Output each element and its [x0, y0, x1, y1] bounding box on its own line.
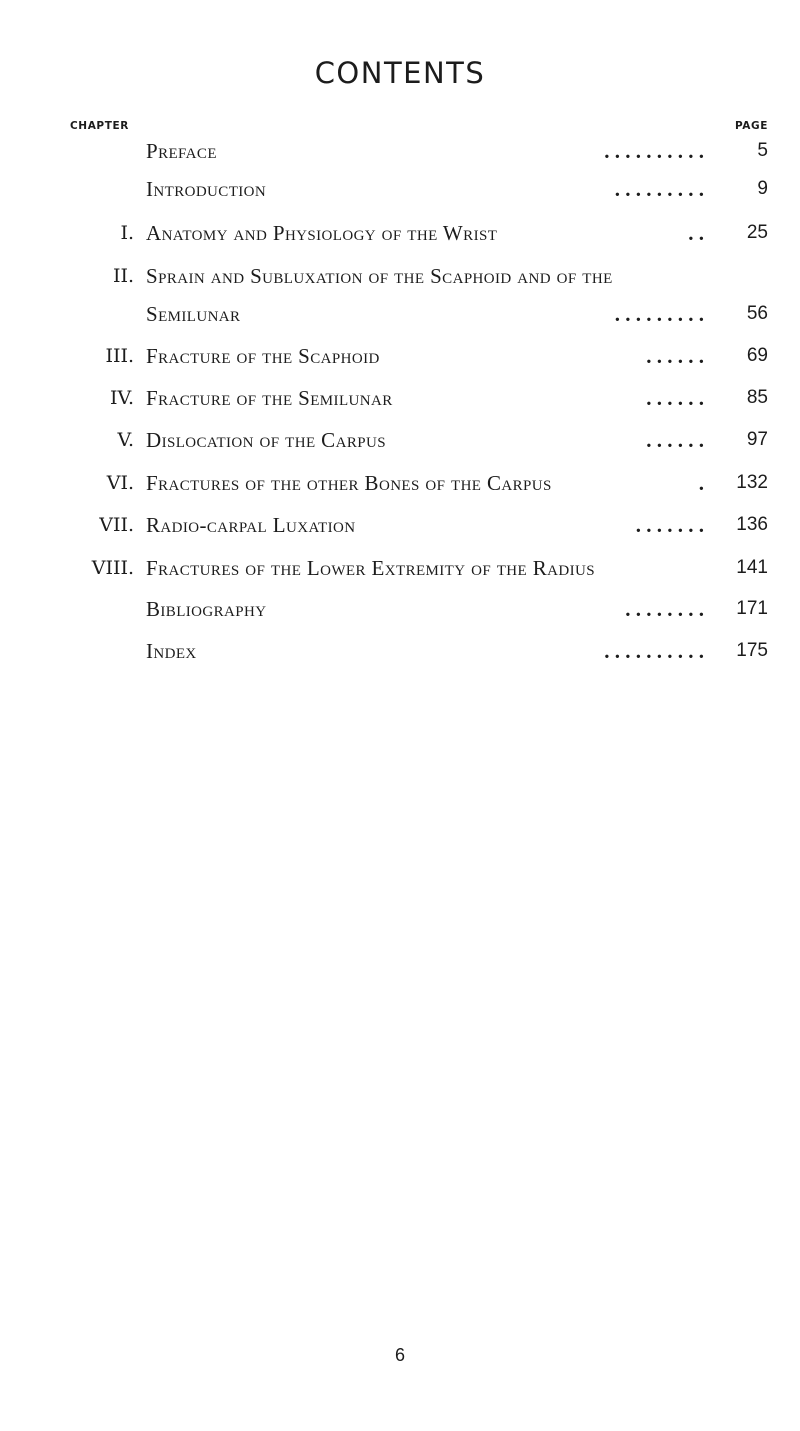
- page-ref: 56: [746, 303, 768, 324]
- dot-leader: . . . . . . .: [635, 513, 704, 537]
- dot-leader: . . . . . .: [646, 344, 704, 368]
- entry-title: Introduction: [146, 177, 267, 201]
- dot-leader: . . . . . . . . .: [614, 177, 704, 201]
- page-ref: 175: [736, 640, 768, 661]
- entry-title: Semilunar: [146, 302, 241, 326]
- page-ref: 136: [736, 514, 768, 535]
- dot-leader: . .: [688, 221, 704, 245]
- page-ref: 5: [757, 140, 768, 161]
- entry-title: Fractures of the Lower Extremity of the Radius: [146, 556, 595, 580]
- chapter-number: II.: [112, 265, 134, 287]
- entry-title: Anatomy and Physiology of the Wrist: [146, 221, 498, 245]
- page-ref: 25: [746, 222, 768, 243]
- entry-title: Bibliography: [146, 597, 267, 621]
- page-title: CONTENTS: [314, 56, 486, 90]
- page-ref: 69: [746, 345, 768, 366]
- entry-title: Preface: [146, 139, 217, 163]
- entry-title: Fractures of the other Bones of the Carpus: [146, 471, 552, 495]
- page-ref: 132: [736, 472, 768, 493]
- chapter-number: VIII.: [91, 557, 134, 579]
- page-number: 6: [394, 1345, 405, 1365]
- chapter-column-header: CHAPTER: [70, 120, 129, 132]
- chapter-number: VII.: [99, 514, 134, 536]
- dot-leader: .: [698, 471, 704, 495]
- dot-leader: . . . . . . . . . .: [604, 139, 704, 163]
- page-ref: 141: [736, 557, 768, 578]
- dot-leader: . . . . . . . .: [625, 597, 704, 621]
- chapter-number: V.: [117, 429, 134, 451]
- page-ref: 85: [746, 387, 768, 408]
- chapter-number: IV.: [110, 387, 134, 409]
- chapter-number: VI.: [106, 472, 134, 494]
- page-ref: 171: [736, 598, 768, 619]
- dot-leader: . . . . . .: [646, 386, 704, 410]
- entry-title: Dislocation of the Carpus: [146, 428, 386, 452]
- entry-title: Index: [146, 639, 197, 663]
- entry-title: Sprain and Subluxation of the Scaphoid and of the: [146, 264, 613, 288]
- page-ref: 97: [746, 429, 768, 450]
- entry-title: Fracture of the Scaphoid: [146, 344, 380, 368]
- dot-leader: . . . . . . . . .: [614, 302, 704, 326]
- dot-leader: . . . . . . . . . .: [604, 639, 704, 663]
- chapter-number: I.: [120, 222, 134, 244]
- page-ref: 9: [757, 178, 768, 199]
- entry-title: Fracture of the Semilunar: [146, 386, 393, 410]
- page-column-header: PAGE: [734, 120, 768, 132]
- chapter-number: III.: [105, 345, 134, 367]
- dot-leader: . . . . . .: [646, 428, 704, 452]
- entry-title: Radio-carpal Luxation: [146, 513, 356, 537]
